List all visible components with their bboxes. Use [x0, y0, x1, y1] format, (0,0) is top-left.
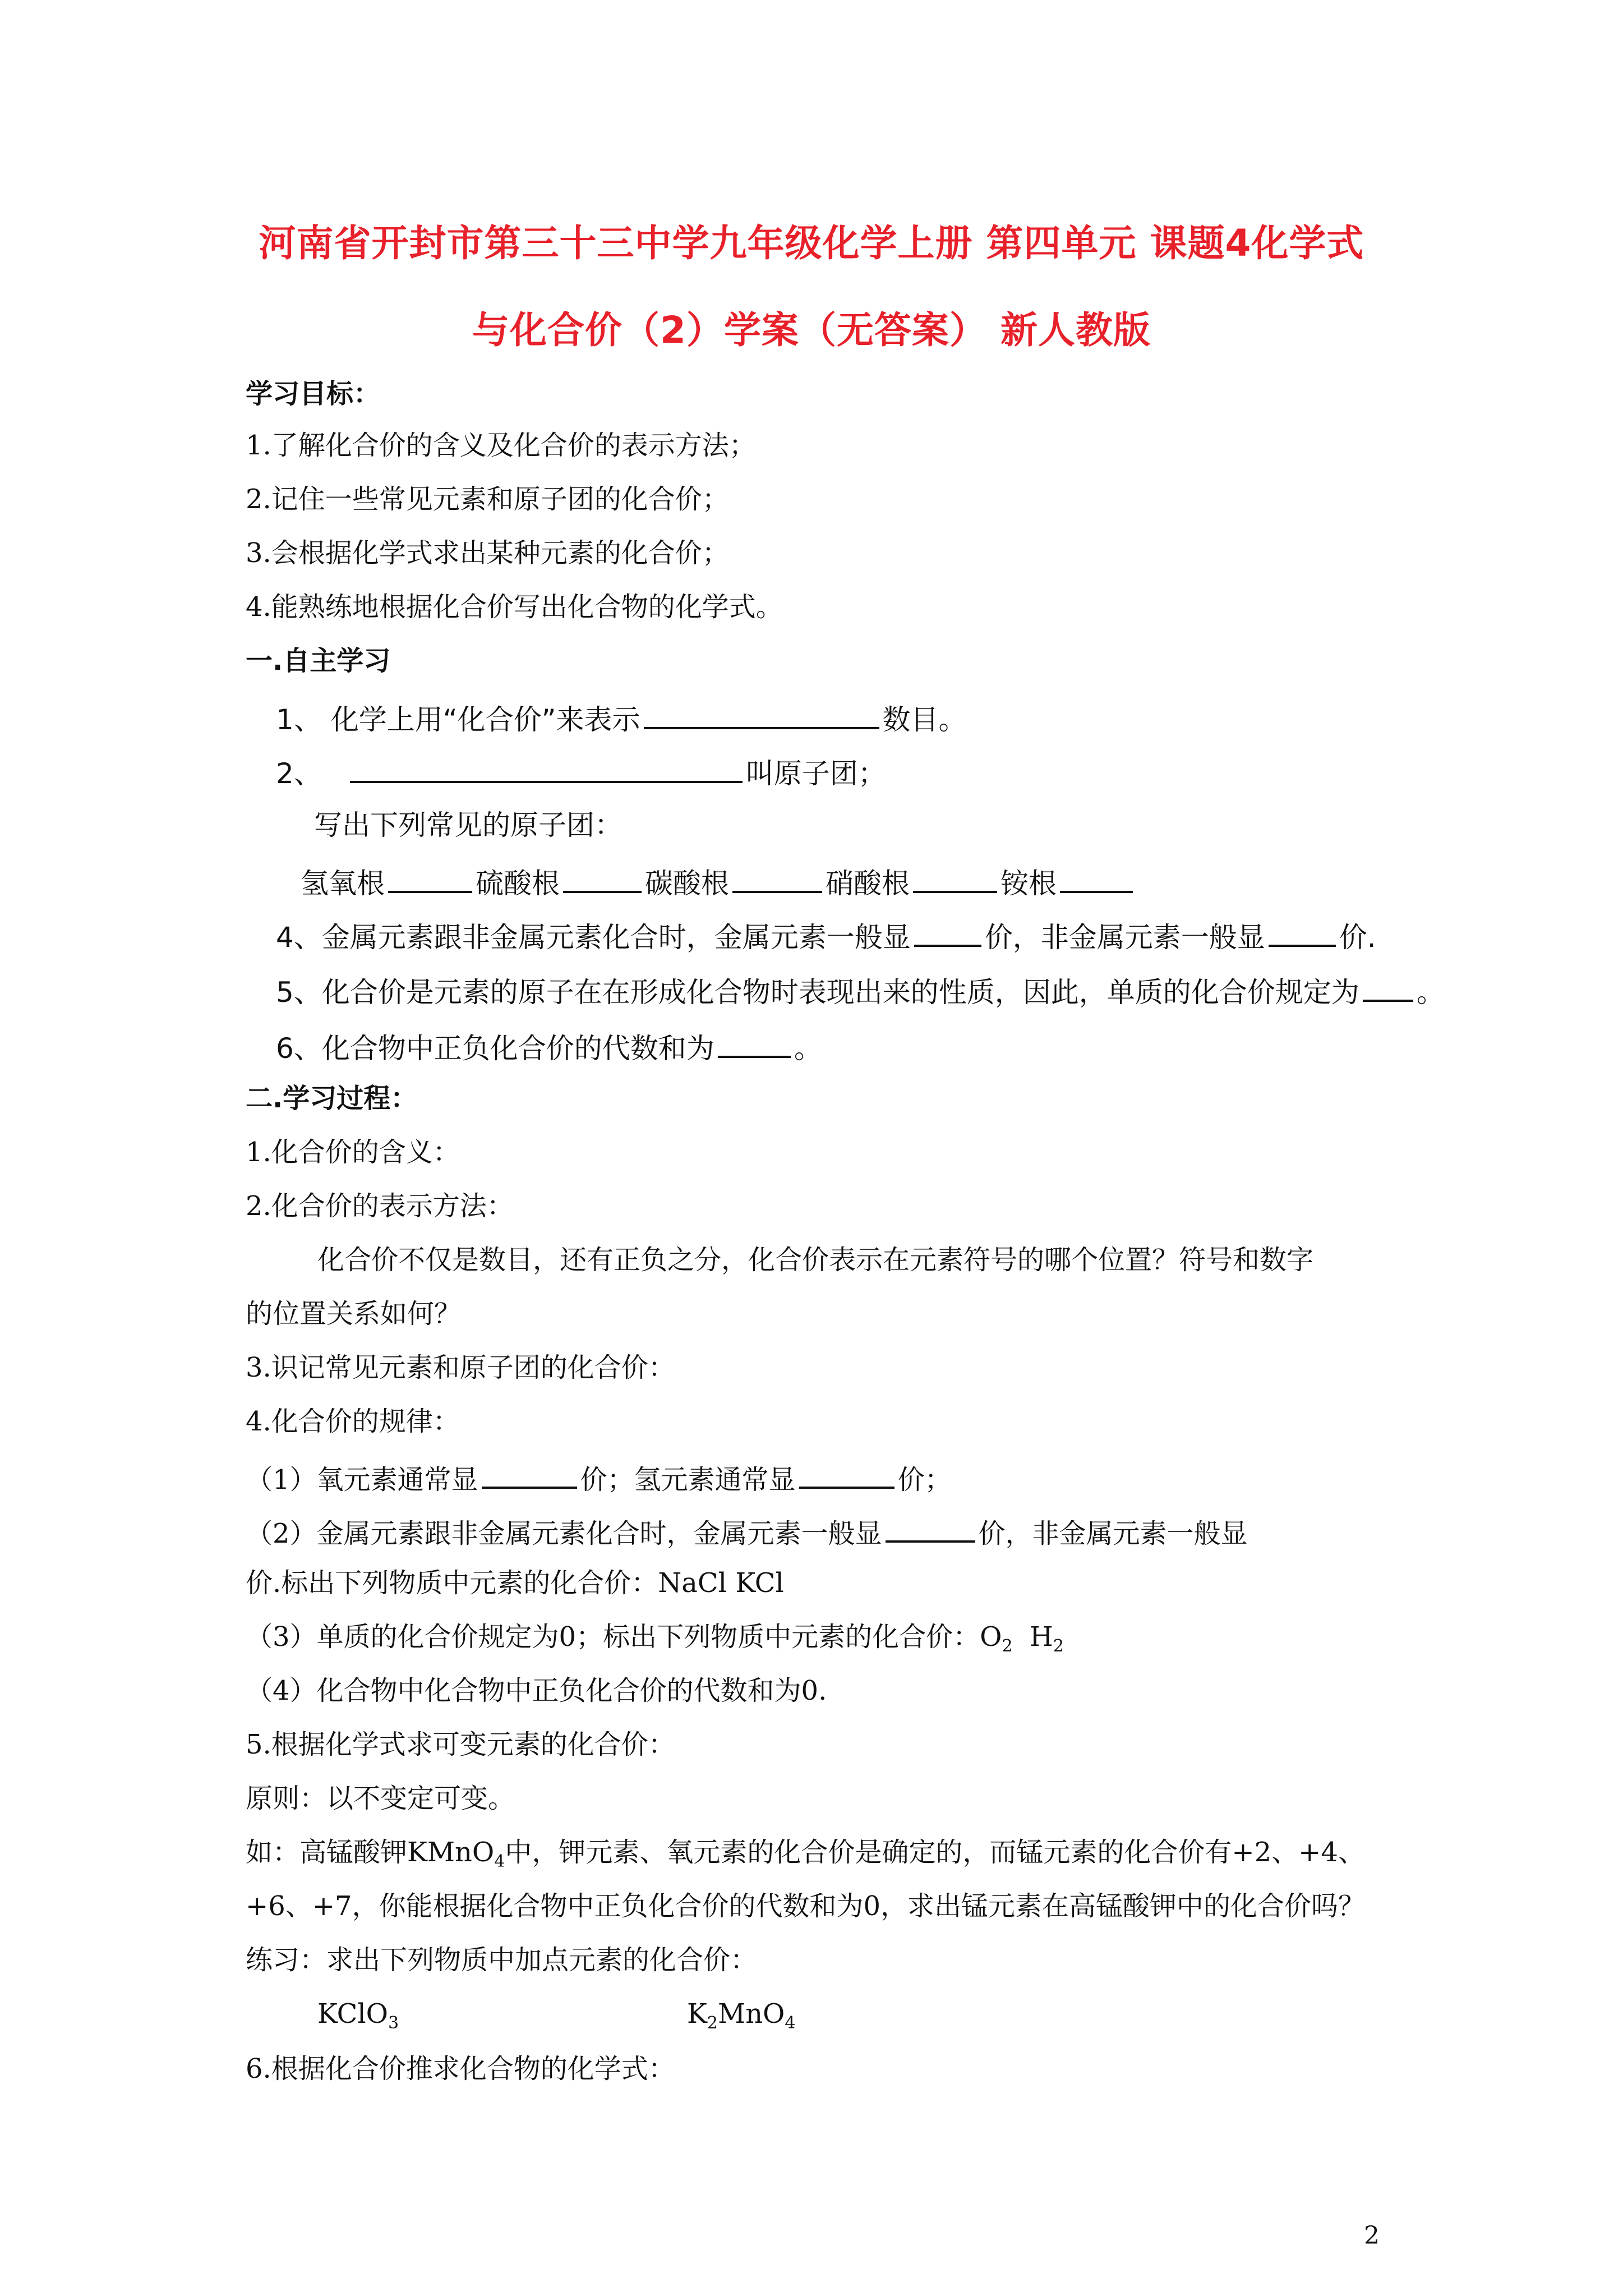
- rule-3: （3）单质的化合价规定为0；标出下列物质中元素的化合价：$O_2$ $H_2$: [246, 1621, 1064, 1656]
- objective-item: 1.了解化合价的含义及化合价的表示方法；: [246, 430, 756, 461]
- answer-blank[interactable]: [886, 1516, 975, 1543]
- self-study-q4: 4、金属元素跟非金属元素化合时，金属元素一般显 价，非金属元素一般显 价.: [276, 921, 1376, 954]
- process-item-3: 3.识记常见元素和原子团的化合价：: [246, 1352, 675, 1383]
- answer-blank[interactable]: [732, 866, 822, 893]
- self-study-q6: 6、化合物中正负化合价的代数和为 。: [276, 1032, 822, 1065]
- answer-blank[interactable]: [563, 866, 642, 893]
- rule-2-continued: 价.标出下列物质中元素的化合价：NaCl KCl: [246, 1567, 784, 1599]
- answer-blank[interactable]: [914, 920, 981, 947]
- answer-blank[interactable]: [913, 866, 997, 893]
- objective-item: 4.能熟练地根据化合价写出化合物的化学式。: [246, 591, 783, 623]
- process-item-5: 5.根据化学式求可变元素的化合价：: [246, 1729, 675, 1760]
- radical-list: 氢氧根 硫酸根 碳酸根 硝酸根 铵根: [301, 866, 1136, 898]
- self-study-heading: 一.自主学习: [246, 645, 391, 677]
- answer-blank[interactable]: [388, 866, 472, 893]
- self-study-q1: 1、 化学上用“化合价”来表示 数目。: [276, 703, 967, 736]
- process-question-line-1: 化合价不仅是数目，还有正负之分，化合价表示在元素符号的哪个位置？符号和数字: [317, 1244, 1314, 1276]
- answer-blank[interactable]: [1363, 975, 1413, 1002]
- self-study-q5: 5、化合价是元素的原子在在形成化合物时表现出来的性质，因此，单质的化合价规定为 。: [276, 976, 1445, 1009]
- self-study-q3: 写出下列常见的原子团：: [314, 809, 623, 841]
- formula-k2mno4: $K_2MnO_4$: [687, 1998, 796, 2033]
- answer-blank[interactable]: [350, 756, 743, 783]
- example-line-2: +6、+7，你能根据化合物中正负化合价的代数和为0，求出锰元素在高锰酸钾中的化合价吗？: [246, 1890, 1366, 1922]
- answer-blank[interactable]: [644, 702, 879, 729]
- page-number: 2: [1364, 2221, 1380, 2250]
- answer-blank[interactable]: [482, 1462, 577, 1489]
- process-item-1: 1.化合价的含义：: [246, 1137, 460, 1168]
- answer-blank[interactable]: [799, 1462, 895, 1489]
- practice: 练习：求出下列物质中加点元素的化合价：: [246, 1944, 758, 1976]
- answer-blank[interactable]: [1060, 866, 1133, 893]
- process-item-2: 2.化合价的表示方法：: [246, 1190, 514, 1222]
- objectives-heading: 学习目标：: [246, 378, 381, 409]
- formula-kclo3: KClO$_3$: [317, 1998, 399, 2033]
- objective-item: 3.会根据化学式求出某种元素的化合价；: [246, 537, 729, 569]
- process-question-line-2: 的位置关系如何？: [246, 1298, 462, 1329]
- process-heading: 二.学习过程：: [246, 1083, 418, 1114]
- rule-4: （4）化合物中化合物中正负化合价的代数和为0.: [246, 1675, 827, 1706]
- rule-1: （1）氧元素通常显 价；氢元素通常显 价；: [246, 1462, 952, 1493]
- answer-blank[interactable]: [718, 1031, 791, 1058]
- rule-2: （2）金属元素跟非金属元素化合时，金属元素一般显 价，非金属元素一般显: [246, 1516, 1248, 1547]
- title-line-2: 与化合价（2）学案（无答案） 新人教版: [472, 309, 1151, 352]
- process-item-6: 6.根据化合价推求化合物的化学式：: [246, 2053, 675, 2085]
- example-line-1: 如：高锰酸钾KMnO$_4$中，钾元素、氧元素的化合价是确定的，而锰元素的化合价有+2、+4、: [246, 1837, 1365, 1871]
- self-study-q2: 2、 叫原子团；: [276, 757, 886, 790]
- answer-blank[interactable]: [1269, 920, 1336, 947]
- objective-item: 2.记住一些常见元素和原子团的化合价；: [246, 484, 729, 515]
- principle: 原则：以不变定可变。: [246, 1783, 515, 1814]
- process-item-4: 4.化合价的规律：: [246, 1406, 460, 1437]
- title-line-1: 河南省开封市第三十三中学九年级化学上册 第四单元 课题4化学式: [259, 222, 1364, 265]
